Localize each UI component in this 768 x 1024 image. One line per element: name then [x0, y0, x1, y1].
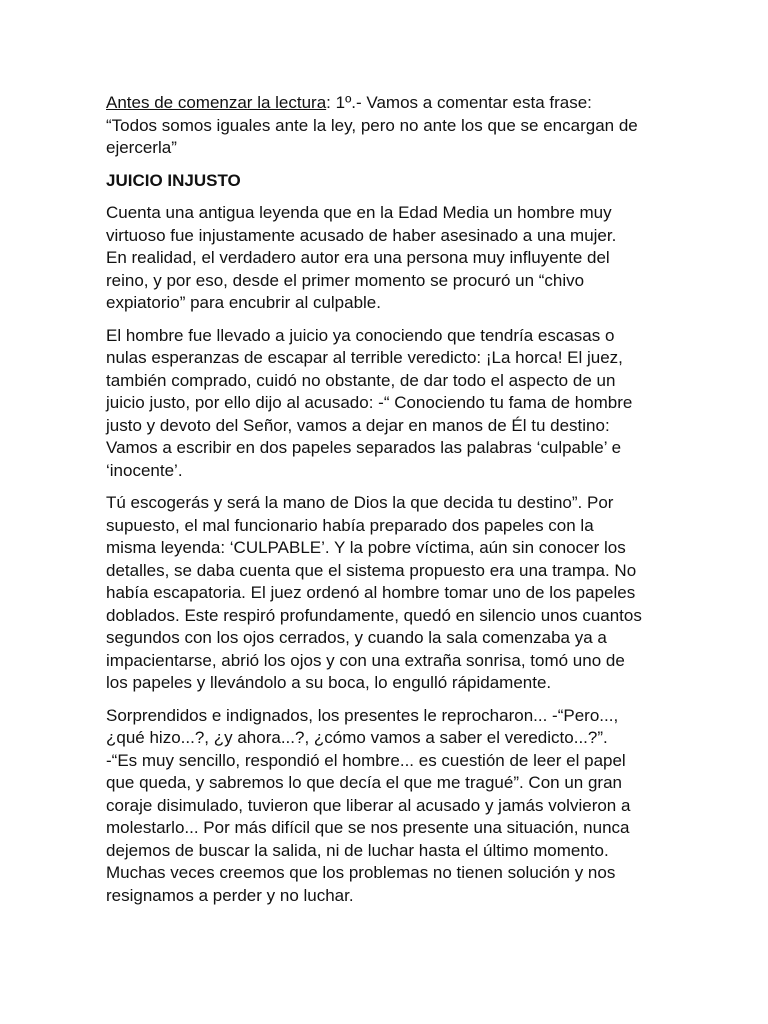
paragraph-line: Sorprendidos e indignados, los presentes le reprocharon... -“Pero...,	[106, 705, 619, 725]
intro-line-1	[106, 92, 676, 115]
paragraph-line: dejemos de buscar la salida, ni de luchar hasta el último momento.	[106, 840, 609, 860]
paragraph-1	[106, 202, 676, 315]
paragraph-line: justo y devoto del Señor, vamos a dejar en manos de Él tu destino:	[106, 415, 610, 435]
paragraph-line: impacientarse, abrió los ojos y con una extraña sonrisa, tomó uno de	[106, 650, 625, 670]
paragraph-line: resignamos a perder y no luchar.	[106, 885, 354, 905]
paragraph-line: Cuenta una antigua leyenda que en la Edad Media un hombre muy	[106, 203, 612, 222]
paragraph-line: reino, y por eso, desde el primer momento se procuró un “chivo	[106, 270, 585, 290]
paragraph-line: Tú escogerás y será la mano de Dios la que decida tu destino”. Por	[106, 493, 614, 512]
paragraph-line: coraje disimulado, tuvieron que liberar al acusado y jamás volvieron a	[106, 795, 631, 815]
paragraph-line: Muchas veces creemos que los problemas no tienen solución y nos	[106, 863, 616, 882]
paragraph-line: ¿qué hizo...?, ¿y ahora...?, ¿cómo vamos a saber el veredicto...?”.	[106, 728, 608, 747]
paragraph-line: doblados. Este respiró profundamente, quedó en silencio unos cuantos	[106, 605, 642, 625]
paragraph-line: juicio justo, por ello dijo al acusado: -“ Conociendo tu fama de hombre	[106, 393, 633, 412]
story-title: JUICIO INJUSTO	[106, 170, 241, 190]
intro-line-1-rest: : 1º.- Vamos a comentar esta frase:	[326, 93, 592, 112]
paragraph-line: virtuoso fue injustamente acusado de haber asesinado a una mujer.	[106, 225, 617, 245]
intro-line-2: “Todos somos iguales ante la ley, pero no ante los que se encargan de	[106, 115, 638, 135]
paragraph-line: había escapatoria. El juez ordenó al hombre tomar uno de los papeles	[106, 583, 636, 602]
intro-line-3: ejercerla”	[106, 138, 177, 157]
paragraph-line: supuesto, el mal funcionario había preparado dos papeles con la	[106, 515, 594, 535]
paragraph-line: nulas esperanzas de escapar al terrible veredicto: ¡La horca! El juez,	[106, 348, 623, 367]
paragraph-line: los papeles y llevándolo a su boca, lo engulló rápidamente.	[106, 673, 552, 692]
intro-underlined-label: Antes de comenzar la lectura	[106, 93, 327, 112]
paragraph-3	[106, 492, 676, 695]
paragraph-line: molestarlo... Por más difícil que se nos presente una situación, nunca	[106, 818, 630, 837]
paragraph-line: también comprado, cuidó no obstante, de dar todo el aspecto de un	[106, 370, 616, 390]
paragraph-line: misma leyenda: ‘CULPABLE’. Y la pobre víctima, aún sin conocer los	[106, 538, 626, 557]
paragraph-line: detalles, se daba cuenta que el sistema propuesto era una trampa. No	[106, 560, 637, 580]
paragraph-line: -“Es muy sencillo, respondió el hombre... es cuestión de leer el papel	[106, 750, 626, 770]
document-body	[106, 92, 676, 917]
paragraph-line: que queda, y sabremos lo que decía el que me tragué”. Con un gran	[106, 773, 623, 792]
paragraph-line: ‘inocente’.	[106, 460, 183, 480]
paragraph-line: expiatorio” para encubrir al culpable.	[106, 293, 381, 312]
paragraph-2	[106, 325, 676, 483]
paragraph-line: En realidad, el verdadero autor era una persona muy influyente del	[106, 248, 610, 267]
paragraph-4	[106, 705, 676, 908]
paragraph-line: segundos con los ojos cerrados, y cuando la sala comenzaba ya a	[106, 628, 607, 647]
intro-paragraph	[106, 92, 676, 160]
paragraph-line: El hombre fue llevado a juicio ya conociendo que tendría escasas o	[106, 325, 615, 345]
paragraph-line: Vamos a escribir en dos papeles separados las palabras ‘culpable’ e	[106, 438, 622, 457]
